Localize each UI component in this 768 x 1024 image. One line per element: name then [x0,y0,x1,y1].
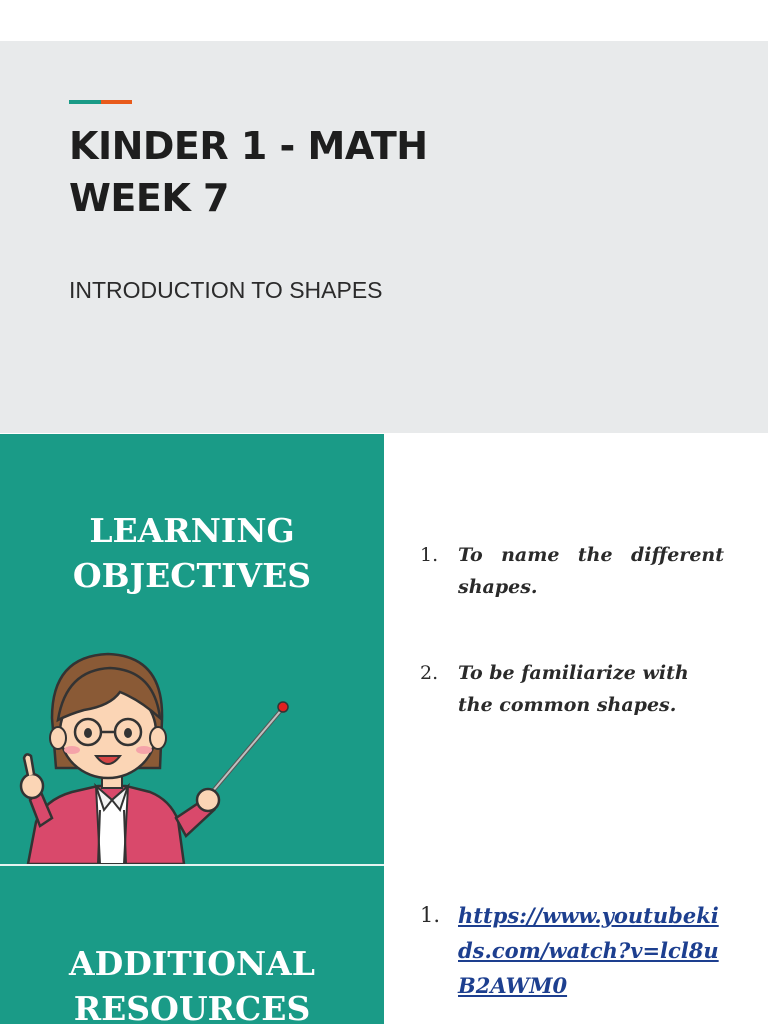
resource-link[interactable]: https://www.youtubekids.com/watch?v=lcl8uB2AWM0 [458,903,719,998]
resources-heading-line-1: ADDITIONAL [69,944,315,983]
page-title [69,120,428,224]
title-line-2: WEEK 7 [69,176,229,220]
list-item [420,898,724,1003]
list-item-number: 1. [420,903,441,927]
title-line-1: KINDER 1 - MATH [69,124,428,168]
resources-heading [0,941,384,1024]
objectives-heading [0,508,384,598]
list-item-number: 1. [420,544,439,566]
resources-heading-line-2: RESOURCES [73,989,311,1024]
list-item [420,539,724,603]
accent-bar-orange [101,100,132,104]
accent-bar-teal [69,100,101,104]
list-item-text: To name the different shapes. [458,544,724,598]
teacher-with-pointer-icon [0,640,384,864]
objectives-heading-line-1: LEARNING [89,511,295,550]
page-subtitle: INTRODUCTION TO SHAPES [69,277,383,303]
list-item [420,657,724,721]
objectives-heading-line-2: OBJECTIVES [72,556,312,595]
list-item-number: 2. [420,662,439,684]
list-item-text: To be familiarize with the common shapes. [458,662,689,716]
